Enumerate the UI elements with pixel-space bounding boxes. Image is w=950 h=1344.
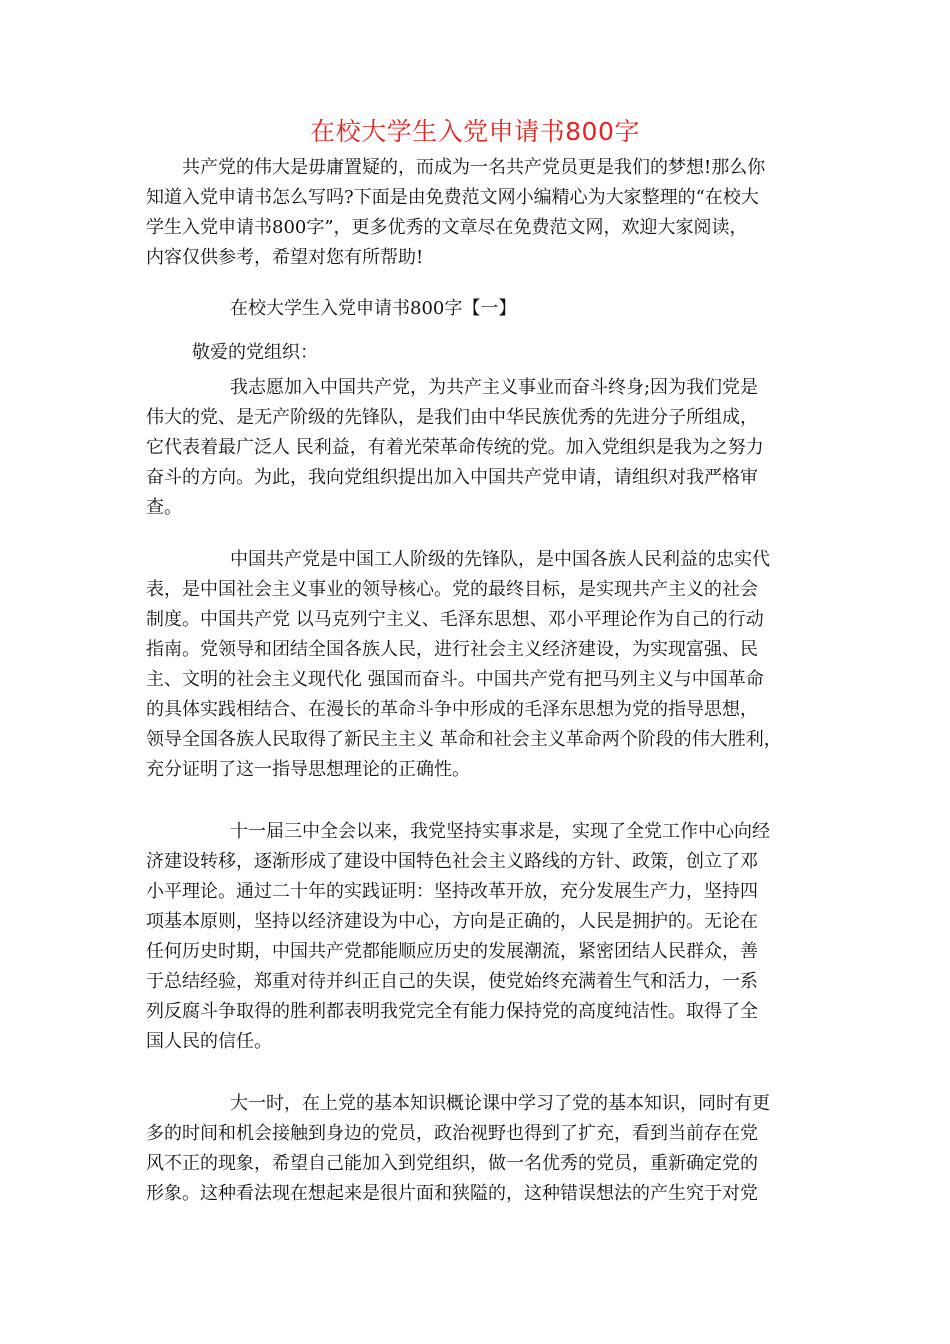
paragraph-line: 多的时间和机会接触到身边的党员，政治视野也得到了扩充，看到当前存在党 xyxy=(146,1123,758,1144)
paragraph-line: 查。 xyxy=(146,497,182,518)
paragraph-line: 风不正的现象，希望自己能加入到党组织，做一名优秀的党员，重新确定党的 xyxy=(146,1153,758,1174)
paragraph-line: 形象。这种看法现在想起来是很片面和狭隘的，这种错误想法的产生究于对党 xyxy=(146,1183,758,1204)
paragraph-line: 项基本原则，坚持以经济建设为中心，方向是正确的，人民是拥护的。无论在 xyxy=(146,911,758,932)
paragraph-line: 充分证明了这一指导思想理论的正确性。 xyxy=(146,759,470,780)
paragraph-line: 领导全国各族人民取得了新民主主义 革命和社会主义革命两个阶段的伟大胜利， xyxy=(146,729,782,750)
body-paragraph-3 xyxy=(146,817,770,1057)
intro-paragraph xyxy=(146,153,765,273)
body-paragraph-2 xyxy=(146,545,782,785)
intro-line: 知道入党申请书怎么写吗?下面是由免费范文网小编精心为大家整理的“在校大 xyxy=(146,187,759,208)
paragraph-line: 的具体实践相结合、在漫长的革命斗争中形成的毛泽东思想为党的指导思想， xyxy=(146,699,758,720)
paragraph-line: 中国共产党是中国工人阶级的先锋队，是中国各族人民利益的忠实代 xyxy=(230,549,770,570)
intro-line: 内容仅供参考，希望对您有所帮助! xyxy=(146,247,424,268)
paragraph-line: 表，是中国社会主义事业的领导核心。党的最终目标，是实现共产主义的社会 xyxy=(146,579,758,600)
paragraph-line: 伟大的党、是无产阶级的先锋队，是我们由中华民族优秀的先进分子所组成， xyxy=(146,407,758,428)
intro-line: 共产党的伟大是毋庸置疑的，而成为一名共产党员更是我们的梦想!那么你 xyxy=(182,157,766,178)
paragraph-line: 小平理论。通过二十年的实践证明：坚持改革开放，充分发展生产力，坚持四 xyxy=(146,881,758,902)
paragraph-line: 它代表着最广泛人 民利益，有着光荣革命传统的党。加入党组织是我为之努力 xyxy=(146,437,764,458)
paragraph-line: 济建设转移，逐渐形成了建设中国特色社会主义路线的方针、政策，创立了邓 xyxy=(146,851,758,872)
paragraph-line: 国人民的信任。 xyxy=(146,1031,272,1052)
paragraph-line: 指南。党领导和团结全国各族人民，进行社会主义经济建设，为实现富强、民 xyxy=(146,639,758,660)
paragraph-line: 大一时，在上党的基本知识概论课中学习了党的基本知识，同时有更 xyxy=(230,1093,770,1114)
paragraph-line: 列反腐斗争取得的胜利都表明我党完全有能力保持党的高度纯洁性。取得了全 xyxy=(146,1001,758,1022)
paragraph-line: 主、文明的社会主义现代化 强国而奋斗。中国共产党有把马列主义与中国革命 xyxy=(146,669,764,690)
salutation: 敬爱的党组织： xyxy=(192,342,318,363)
paragraph-line: 十一届三中全会以来，我党坚持实事求是，实现了全党工作中心向经 xyxy=(230,821,770,842)
paragraph-line: 制度。中国共产党 以马克列宁主义、毛泽东思想、邓小平理论作为自己的行动 xyxy=(146,609,764,630)
section-heading: 在校大学生入党申请书800字【一】 xyxy=(230,298,517,319)
intro-line: 学生入党申请书800字”，更多优秀的文章尽在免费范文网，欢迎大家阅读， xyxy=(146,217,748,238)
document-title: 在校大学生入党申请书800字 xyxy=(310,117,640,146)
paragraph-line: 任何历史时期，中国共产党都能顺应历史的发展潮流，紧密团结人民群众，善 xyxy=(146,941,758,962)
body-paragraph-4 xyxy=(146,1089,770,1209)
body-paragraph-1 xyxy=(146,373,764,523)
paragraph-line: 我志愿加入中国共产党，为共产主义事业而奋斗终身;因为我们党是 xyxy=(230,377,759,398)
paragraph-line: 于总结经验，郑重对待并纠正自己的失误，使党始终充满着生气和活力，一系 xyxy=(146,971,758,992)
paragraph-line: 奋斗的方向。为此，我向党组织提出加入中国共产党申请，请组织对我严格审 xyxy=(146,467,758,488)
